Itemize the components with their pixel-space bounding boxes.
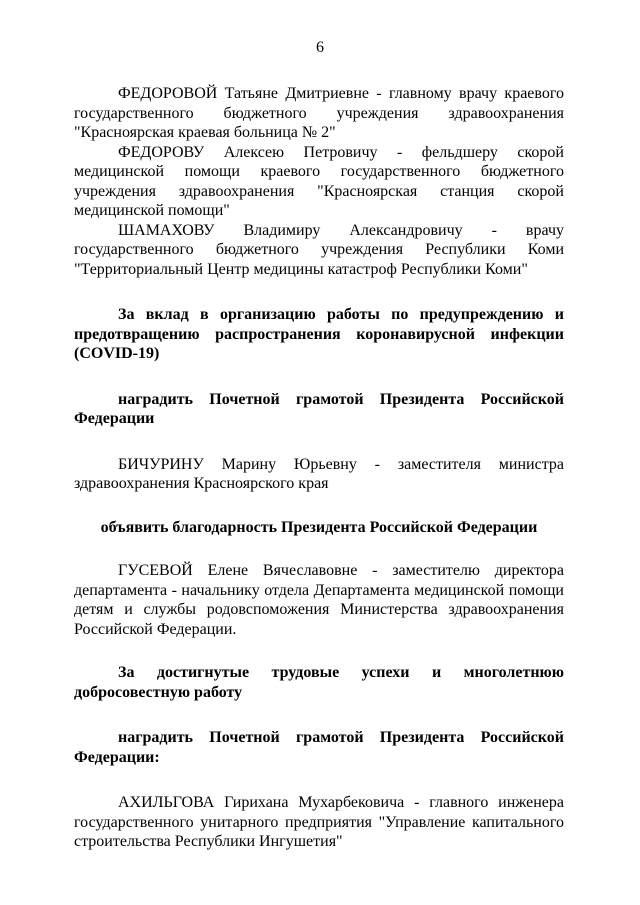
award-heading-gratitude: объявить благодарность Президента Российской Федерации <box>100 518 538 536</box>
award-heading-certificate-2: наградить Почетной грамотой Президента Российской Федерации: <box>74 729 564 766</box>
award-entry-akhilgov: АХИЛЬГОВА Гирихана Мухарбековича - главного инженера государственного унитарного предприятия "Управление капитального строительства Республики Ингушетия" <box>74 794 564 850</box>
document-body <box>74 84 564 852</box>
section-heading-labor: За достигнутые трудовые успехи и многолетнюю добросовестную работу <box>74 664 564 701</box>
award-entry-fedorov: ФЕДОРОВУ Алексею Петровичу - фельдшеру скорой медицинской помощи краевого государственного бюджетного учреждения здравоохранения "Красноярская станция скорой медицинской помощи" <box>74 143 564 219</box>
section-heading-covid: За вклад в организацию работы по предупреждению и предотвращению распространения коронавирусной инфекции (COVID-19) <box>74 306 564 362</box>
award-entry-fedorova: ФЕДОРОВОЙ Татьяне Дмитриевне - главному врачу краевого государственного бюджетного учреждения здравоохранения "Красноярская краевая больница № 2" <box>74 85 564 141</box>
award-heading-certificate-1: наградить Почетной грамотой Президента Российской Федерации <box>74 390 564 427</box>
award-entry-shamakhov: ШАМАХОВУ Владимиру Александровичу - врачу государственного бюджетного учреждения Республики Коми "Территориальный Центр медицины катастроф Республики Коми" <box>74 221 564 278</box>
award-entry-bichurina: БИЧУРИНУ Марину Юрьевну - заместителя министра здравоохранения Красноярского края <box>74 455 564 492</box>
award-entry-guseva: ГУСЕВОЙ Елене Вячеславовне - заместителю директора департамента - начальнику отдела Департамента медицинской помощи детям и службы родовспоможения Министерства здравоохранения Российской Федерации. <box>74 562 564 638</box>
page-number: 6 <box>316 39 324 56</box>
